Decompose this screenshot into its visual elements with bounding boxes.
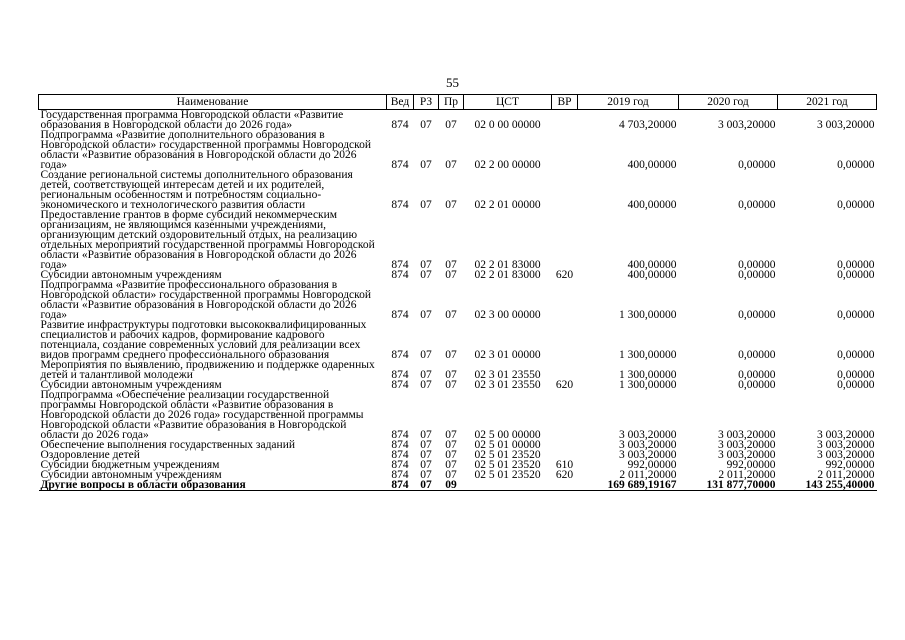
header-2021: 2021 год: [778, 95, 877, 110]
row-cst: 02 2 01 83000: [474, 269, 541, 281]
row-ved: 874: [391, 439, 409, 451]
row-2019: 400,00000: [627, 199, 677, 211]
row-pr: 07: [445, 449, 457, 461]
row-rz: 07: [420, 469, 432, 481]
table-row: [39, 280, 877, 320]
row-pr: 07: [445, 469, 457, 481]
row-2020: 0,00000: [738, 309, 776, 321]
row-2019: 400,00000: [627, 259, 677, 271]
row-ved: 874: [391, 349, 409, 361]
row-2021: 3 003,20000: [817, 429, 875, 441]
row-2020: 0,00000: [738, 379, 776, 391]
row-2020: 0,00000: [738, 349, 776, 361]
row-2020: 3 003,20000: [718, 449, 776, 461]
row-name: Государственная программа Новгородской области «Развитие образования в Новгородской области до 2026 года»: [40, 109, 344, 131]
row-vr: [552, 390, 578, 440]
header-pr: Пр: [439, 95, 464, 110]
header-2020: 2020 год: [679, 95, 778, 110]
row-pr: 07: [445, 269, 457, 281]
row-rz: 07: [420, 259, 432, 271]
row-pr: 07: [445, 309, 457, 321]
row-name: Субсидии автономным учреждениям: [40, 469, 222, 481]
row-ved: 874: [391, 429, 409, 441]
row-2019: 1 300,00000: [619, 369, 677, 381]
row-pr: 07: [445, 379, 457, 391]
row-name: Субсидии автономным учреждениям: [40, 379, 222, 391]
row-vr: [552, 110, 578, 131]
row-2021: 0,00000: [837, 159, 875, 171]
row-2021: 0,00000: [837, 259, 875, 271]
row-ved: 874: [391, 199, 409, 211]
row-name: Оздоровление детей: [40, 449, 140, 461]
row-rz: 07: [420, 439, 432, 451]
table-row: [39, 390, 877, 440]
row-pr: 09: [439, 480, 464, 491]
row-rz: 07: [420, 159, 432, 171]
row-2021: 2 011,20000: [817, 469, 875, 481]
row-ved: 874: [391, 259, 409, 271]
row-rz: 07: [420, 309, 432, 321]
row-vr: [552, 320, 578, 360]
table-row: [39, 110, 877, 131]
row-vr: [552, 130, 578, 170]
row-2019: 3 003,20000: [619, 449, 677, 461]
row-vr: [552, 280, 578, 320]
row-2019: 1 300,00000: [619, 349, 677, 361]
table-row: [39, 170, 877, 210]
row-ved: 874: [387, 480, 414, 491]
row-name: Создание региональной системы дополнительного образования детей, соответствующей интересам детей и их родителей, региональным особенностям и потребностям социально-экономического и технологического развития области: [40, 169, 353, 211]
row-2021: 0,00000: [837, 309, 875, 321]
row-2021: 0,00000: [837, 369, 875, 381]
page-number: 55: [446, 75, 459, 90]
row-2020: 0,00000: [738, 199, 776, 211]
header-vr: ВР: [552, 95, 578, 110]
row-2020: 3 003,20000: [718, 429, 776, 441]
row-pr: 07: [445, 429, 457, 441]
row-vr: 620: [555, 379, 574, 391]
table-row: [39, 360, 877, 380]
row-name: Развитие инфраструктуры подготовки высококвалифицированных специалистов и рабочих кадров, формирование кадрового потенциала, создание современных условий для реализации всех видов программ среднего профессионального образования: [40, 319, 367, 361]
row-rz: 07: [414, 480, 439, 491]
row-name: Подпрограмма «Обеспечение реализации государственной программы Новгородской области «Развитие образования в Новгородской области до 2026 года» государственной программы Новгородской области «Развитие образования в Новгородской области до 2026 года»: [40, 389, 364, 441]
row-2021: 0,00000: [837, 379, 875, 391]
row-vr: 610: [555, 459, 574, 471]
row-name: Субсидии бюджетным учреждениям: [40, 459, 220, 471]
row-cst: 02 2 01 00000: [474, 199, 541, 211]
row-cst: 02 5 01 23520: [474, 469, 541, 481]
table-row: [39, 130, 877, 170]
row-2020: 3 003,20000: [718, 119, 776, 131]
row-pr: 07: [445, 349, 457, 361]
row-cst: 02 2 01 83000: [474, 259, 541, 271]
row-ved: 874: [391, 159, 409, 171]
row-vr: [552, 360, 578, 380]
row-2019: 1 300,00000: [619, 379, 677, 391]
row-rz: 07: [420, 199, 432, 211]
row-vr: [552, 210, 578, 270]
row-2021: 0,00000: [837, 269, 875, 281]
row-pr: 07: [445, 159, 457, 171]
header-ved: Вед: [387, 95, 414, 110]
row-name: Обеспечение выполнения государственных заданий: [40, 439, 295, 451]
row-2019: 400,00000: [627, 269, 677, 281]
row-rz: 07: [420, 119, 432, 131]
row-name: Мероприятия по выявлению, продвижению и поддержке одаренных детей и талантливой молодежи: [40, 359, 375, 381]
row-cst: 02 5 01 23520: [474, 449, 541, 461]
row-rz: 07: [420, 269, 432, 281]
header-name: Наименование: [39, 95, 387, 110]
row-ved: 874: [391, 469, 409, 481]
row-ved: 874: [391, 269, 409, 281]
row-2019: 3 003,20000: [619, 429, 677, 441]
row-cst: 02 3 01 23550: [474, 369, 541, 381]
row-cst: [464, 480, 552, 491]
header-2019: 2019 год: [578, 95, 679, 110]
row-2020: 2 011,20000: [718, 469, 776, 481]
row-2019: 1 300,00000: [619, 309, 677, 321]
header-row: [39, 95, 877, 110]
row-2020: 131 877,70000: [679, 480, 778, 491]
header-rz: РЗ: [414, 95, 439, 110]
row-rz: 07: [420, 349, 432, 361]
row-cst: 02 3 01 23550: [474, 379, 541, 391]
row-2019: 3 003,20000: [619, 439, 677, 451]
row-2020: 0,00000: [738, 159, 776, 171]
row-2020: 992,00000: [726, 459, 776, 471]
row-ved: 874: [391, 369, 409, 381]
row-ved: 874: [391, 309, 409, 321]
row-rz: 07: [420, 429, 432, 441]
row-ved: 874: [391, 379, 409, 391]
row-2019: 169 689,19167: [578, 480, 679, 491]
row-cst: 02 5 01 23520: [474, 459, 541, 471]
table-row: [39, 210, 877, 270]
header-cst: ЦСТ: [464, 95, 552, 110]
row-vr: [552, 170, 578, 210]
row-name: Подпрограмма «Развитие дополнительного образования в Новгородской области» государственной программы Новгородской области «Развитие образования в Новгородской области до 2026 года»: [40, 129, 372, 171]
row-cst: 02 2 00 00000: [474, 159, 541, 171]
table-row: [39, 320, 877, 360]
row-2019: 4 703,20000: [619, 119, 677, 131]
row-ved: 874: [391, 459, 409, 471]
row-2021: 0,00000: [837, 199, 875, 211]
budget-table: [38, 94, 877, 491]
row-ved: 874: [391, 449, 409, 461]
table-row: [39, 480, 877, 491]
row-rz: 07: [420, 379, 432, 391]
row-cst: 02 3 00 00000: [474, 309, 541, 321]
row-cst: 02 3 01 00000: [474, 349, 541, 361]
row-2021: 992,00000: [825, 459, 875, 471]
row-2021: 3 003,20000: [817, 439, 875, 451]
row-2021: 143 255,40000: [778, 480, 877, 491]
row-pr: 07: [445, 259, 457, 271]
row-name: Субсидии автономным учреждениям: [40, 269, 222, 281]
row-ved: 874: [391, 119, 409, 131]
row-pr: 07: [445, 459, 457, 471]
row-2020: 0,00000: [738, 369, 776, 381]
row-vr: [552, 480, 578, 491]
row-pr: 07: [445, 439, 457, 451]
row-pr: 07: [445, 199, 457, 211]
row-2019: 2 011,20000: [619, 469, 677, 481]
row-cst: 02 0 00 00000: [474, 119, 541, 131]
row-vr: [552, 440, 578, 450]
row-2020: 3 003,20000: [718, 439, 776, 451]
row-vr: 620: [555, 469, 574, 481]
row-cst: 02 5 00 00000: [474, 429, 541, 441]
row-2019: 400,00000: [627, 159, 677, 171]
row-rz: 07: [420, 459, 432, 471]
row-vr: 620: [555, 269, 574, 281]
row-2019: 992,00000: [627, 459, 677, 471]
row-rz: 07: [420, 449, 432, 461]
row-2021: 3 003,20000: [817, 449, 875, 461]
row-name: Предоставление грантов в форме субсидий некоммерческим организациям, не являющимся казенными учреждениями, организующим детский оздоровительный отдых, на реализацию отдельных мероприятий государственной программы Новгородской области «Развитие образования в Новгородской области до 2026 года»: [40, 209, 375, 271]
row-name: Подпрограмма «Развитие профессионального образования в Новгородской области» государственной программы Новгородской области «Развитие образования в Новгородской области до 2026 года»: [40, 279, 372, 321]
row-pr: 07: [445, 119, 457, 131]
row-pr: 07: [445, 369, 457, 381]
row-name: Другие вопросы в области образования: [39, 480, 387, 491]
row-2020: 0,00000: [738, 269, 776, 281]
row-cst: 02 5 01 00000: [474, 439, 541, 451]
row-2021: 0,00000: [837, 349, 875, 361]
row-rz: 07: [420, 369, 432, 381]
row-2021: 3 003,20000: [817, 119, 875, 131]
row-2020: 0,00000: [738, 259, 776, 271]
